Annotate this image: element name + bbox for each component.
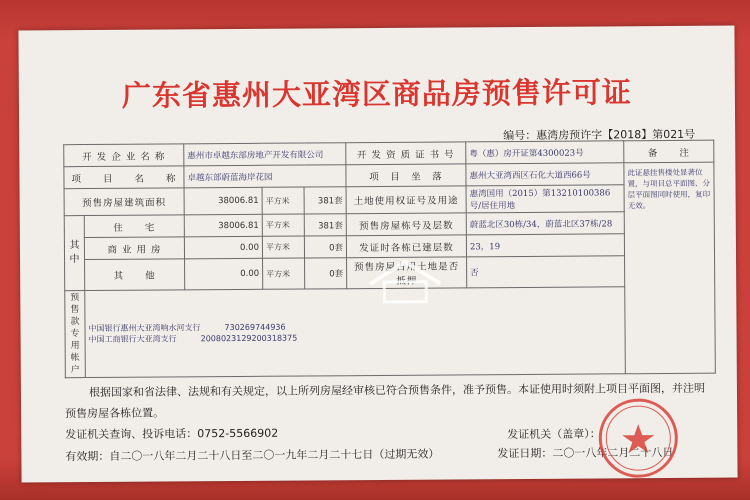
residential-count: 381套 <box>304 214 346 236</box>
floors-value: 23，19 <box>466 234 624 257</box>
residential-label: 住 宅 <box>84 215 184 238</box>
other-count: 0套 <box>305 258 347 289</box>
commercial-count: 0套 <box>304 236 346 258</box>
commercial-value: 0.00 <box>184 236 262 259</box>
project-label: 项 目 名 称 <box>64 166 184 189</box>
developer-label: 开 发 企 业 名 称 <box>64 144 184 167</box>
bank1-account: 730269744936 <box>224 322 286 333</box>
commercial-label: 商 业 用 房 <box>84 237 184 260</box>
remark-value: 此证悬挂售楼处显著位置，与项目总平面图、分层平面图同时使用，复印无效。 <box>624 162 715 374</box>
location-label: 项 目 坐 落 <box>346 164 466 187</box>
presale-permit-document <box>18 26 737 483</box>
area-unit: 平方米 <box>262 187 304 214</box>
validity-period: 有效期：自二〇一八年二月二十八日至二〇一九年二月二十七日（过期无效） <box>65 447 440 464</box>
commercial-unit: 平方米 <box>262 236 304 258</box>
other-label: 其 他 <box>85 259 185 291</box>
mortgage-label: 预售房屋占用土地是否抵押 <box>347 257 467 289</box>
remark-label: 备 注 <box>624 140 714 163</box>
watermark-logo <box>350 255 460 316</box>
issue-date: 发证日期：二〇一八年二月二十八日 <box>497 445 674 461</box>
issuer-label: 发证机关（盖章）： <box>507 427 601 442</box>
land-value: 惠湾国用（2015）第13210100386号/居住用地 <box>466 185 624 213</box>
house-watermark-icon <box>350 255 460 306</box>
other-value: 0.00 <box>185 258 263 290</box>
other-unit: 平方米 <box>263 258 305 289</box>
land-label: 土地使用权证号及用途 <box>346 186 466 214</box>
residential-value: 38006.81 <box>184 214 262 237</box>
area-value: 38006.81 <box>184 187 262 215</box>
bank2-name: 中国工商银行大亚湾支行 <box>88 334 177 345</box>
bank1-name: 中国银行惠州大亚湾响水河支行 <box>88 323 201 334</box>
qualification-label: 开 发 资 质 证 书 号 <box>346 142 466 165</box>
official-seal-icon <box>596 396 681 481</box>
area-count: 381套 <box>304 187 346 214</box>
permit-serial-number: 编号：惠湾房预许字【2018】第021号 <box>503 127 696 143</box>
among-label: 其中 <box>64 216 85 291</box>
account-label: 预售款专用帐户 <box>65 291 86 378</box>
bank2-account: 2008023129200318375 <box>200 333 298 344</box>
floors-label: 发证时各栋已建层数 <box>346 235 466 258</box>
developer-value: 惠州市卓越东部房地产开发有限公司 <box>184 143 346 166</box>
qualification-value: 粤（惠）房开证第4300023号 <box>466 141 624 164</box>
mortgage-value: 否 <box>467 256 625 288</box>
buildings-label: 预售房屋栋号及层数 <box>346 213 466 236</box>
complaint-phone: 发证机关查询、投诉电话：0752-5566902 <box>65 426 279 442</box>
area-label: 预售房屋建筑面积 <box>64 188 184 216</box>
buildings-value: 蔚蓝北区30栋/34，蔚蓝北区37栋/28 <box>466 212 624 235</box>
project-value: 卓越东部蔚蓝海岸花园 <box>184 165 346 188</box>
document-title: 广东省惠州大亚湾区商品房预售许可证 <box>121 75 632 113</box>
residential-unit: 平方米 <box>262 214 304 236</box>
location-value: 惠州大亚湾西区石化大道西66号 <box>466 163 624 186</box>
approval-statement: 根据国家和省法律、法规和有关规定，以上所列房屋经审核已符合预售条件，准予预售。本证使用时须附上项目平面图，并注明预售房屋各栋位置。 <box>65 381 705 421</box>
